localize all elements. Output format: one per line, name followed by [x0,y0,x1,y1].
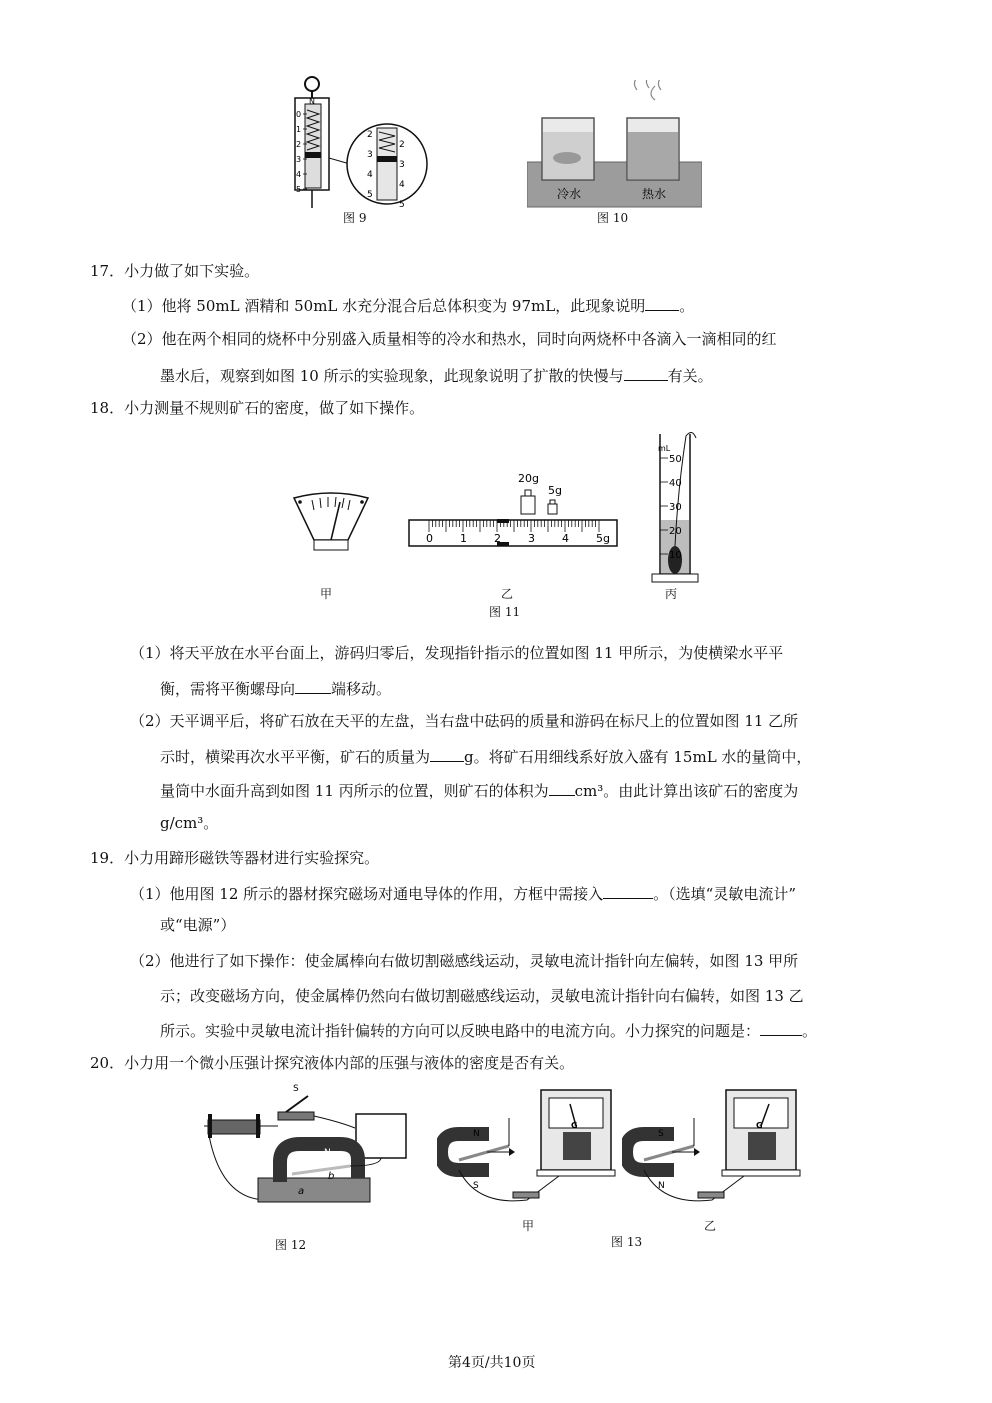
fig13-yi-label: 乙 [704,1219,717,1233]
q17-part2-line1: （2）他在两个相同的烧杯中分别盛入质量相等的冷水和热水，同时向两烧杯中各滴入一滴相同的红 [122,330,777,348]
fig9-zoom-tick-label: 2 [367,130,373,140]
cylinder-tick-label: 40 [669,478,682,489]
fig12-b-label: b [328,1171,335,1182]
cylinder-tick-label: 10 [669,550,682,561]
figure-10-beakers [527,80,702,210]
fig9-tick-label: 0 [296,110,302,119]
q17-part2-line2: 墨水后，观察到如图 10 所示的实验现象，此现象说明了扩散的快慢与 有关。 [160,364,713,386]
fig9-unit: N [309,97,315,106]
fig9-tick-label: 5 [296,185,302,194]
answer-blank[interactable] [430,745,464,762]
figure-13-caption: 图 13 [611,1235,643,1249]
weight-5g-label: 5g [548,484,562,497]
q19-part2-line1: （2）他进行了如下操作：使金属棒向右做切割磁感线运动，灵敏电流计指针向左偏转，如图 13 甲所 [130,952,799,970]
weight-20g-label: 20g [518,472,539,485]
cylinder-tick-label: 30 [669,502,682,513]
fig9-zoom-tick-label: 3 [367,150,373,160]
figure-11-caption: 图 11 [489,605,521,619]
ruler-tick-label: 4 [562,532,569,545]
ruler-tick-label: 5g [596,532,610,545]
answer-blank[interactable] [645,294,679,311]
fig9-tick-label: 4 [296,170,302,179]
fig13-yi-g: G [756,1121,763,1130]
cylinder-tick-label: 20 [669,526,682,537]
figure-9-spring-scale [285,74,435,214]
figure-11-jia-pointer [290,490,372,552]
q18-stem: 18．小力测量不规则矿石的密度，做了如下操作。 [90,399,425,417]
figure-11-yi-ruler [405,468,623,550]
q19-part2-line3: 所示。实验中灵敏电流计指针偏转的方向可以反映电路中的电流方向。小力探究的问题是： 。 [160,1019,817,1041]
fig9-tick-label: 1 [296,125,302,134]
q18-part1-line2: 衡，需将平衡螺母向 端移动。 [160,677,391,699]
fig9-zoom-tick-label: 3 [399,160,405,170]
figure-12-apparatus [200,1082,410,1232]
q19-stem: 19．小力用蹄形磁铁等器材进行实验探究。 [90,849,380,867]
fig10-cold-label: 冷水 [557,187,582,201]
q17-stem: 17．小力做了如下实验。 [90,262,260,280]
fig9-zoom-tick-label: 5 [367,190,373,200]
fig9-tick-label: 2 [296,140,302,149]
figure-12-caption: 图 12 [275,1238,307,1252]
q20-stem: 20．小力用一个微小压强计探究液体内部的压强与液体的密度是否有关。 [90,1054,575,1072]
ruler-tick-label: 3 [528,532,535,545]
figure-9-caption: 图 9 [343,211,367,225]
page-number: 第4页/共10页 [448,1355,536,1371]
fig11-jia-label: 甲 [320,587,333,601]
answer-blank[interactable] [549,779,575,796]
fig13-jia-g: G [571,1121,578,1130]
q18-part1-line1: （1）将天平放在水平台面上，游码归零后，发现指针指示的位置如图 11 甲所示，为使横梁水平平 [130,644,784,662]
q18-part2-line3: 量筒中水面升高到如图 11 丙所示的位置，则矿石的体积为 cm³。由此计算出该矿石的密度为 [160,779,798,801]
figure-10-caption: 图 10 [597,211,629,225]
q17-part1: （1）他将 50mL 酒精和 50mL 水充分混合后总体积变为 97mL，此现象说明 。 [122,294,694,316]
fig9-zoom-tick-label: 5 [399,200,405,210]
ruler-tick-label: 1 [460,532,467,545]
fig10-hot-label: 热水 [642,187,667,201]
fig9-zoom-tick-label: 2 [399,140,405,150]
q19-part1-line2: 或“电源”） [160,916,236,934]
answer-blank[interactable] [624,364,668,381]
fig9-zoom-tick-label: 4 [399,180,405,190]
figure-13-yi-apparatus [622,1088,802,1210]
fig13-yi-bottom-pole: N [658,1181,665,1191]
fig12-pole-label: N [324,1148,331,1158]
ruler-tick-label: 0 [426,532,433,545]
q19-part2-line2: 示；改变磁场方向，使金属棒仍然向右做切割磁感线运动，灵敏电流计指针向右偏转，如图 13 乙 [160,987,804,1005]
fig13-jia-top-pole: N [473,1129,480,1139]
ruler-tick-label: 2 [494,532,501,545]
q18-part2-line4: g/cm³。 [160,814,219,832]
cylinder-tick-label: 50 [669,454,682,465]
figure-11-bing-cylinder [650,428,706,586]
fig12-switch-label: S [293,1084,299,1094]
figure-13-jia-apparatus [437,1088,617,1210]
fig13-jia-label: 甲 [522,1219,535,1233]
answer-blank[interactable] [603,882,653,899]
q18-part2-line1: （2）天平调平后，将矿石放在天平的左盘，当右盘中砝码的质量和游码在标尺上的位置如图 11 乙所 [130,712,799,730]
answer-blank[interactable] [295,677,331,694]
fig12-a-label: a [298,1186,305,1197]
q19-part1-line1: （1）他用图 12 所示的器材探究磁场对通电导体的作用，方框中需接入 。（选填“灵敏电流计” [130,882,796,904]
fig11-bing-label: 丙 [665,587,678,601]
q18-part2-line2: 示时，横梁再次水平平衡，矿石的质量为 g。将矿石用细线系好放入盛有 15mL 水的量筒中， [160,745,811,767]
fig13-yi-top-pole: S [658,1129,664,1139]
cyl-unit: mL [658,444,671,453]
fig9-tick-label: 3 [296,155,302,164]
fig11-yi-label: 乙 [501,587,514,601]
fig9-zoom-tick-label: 4 [367,170,373,180]
answer-blank[interactable] [760,1019,802,1036]
fig13-jia-bottom-pole: S [473,1181,479,1191]
